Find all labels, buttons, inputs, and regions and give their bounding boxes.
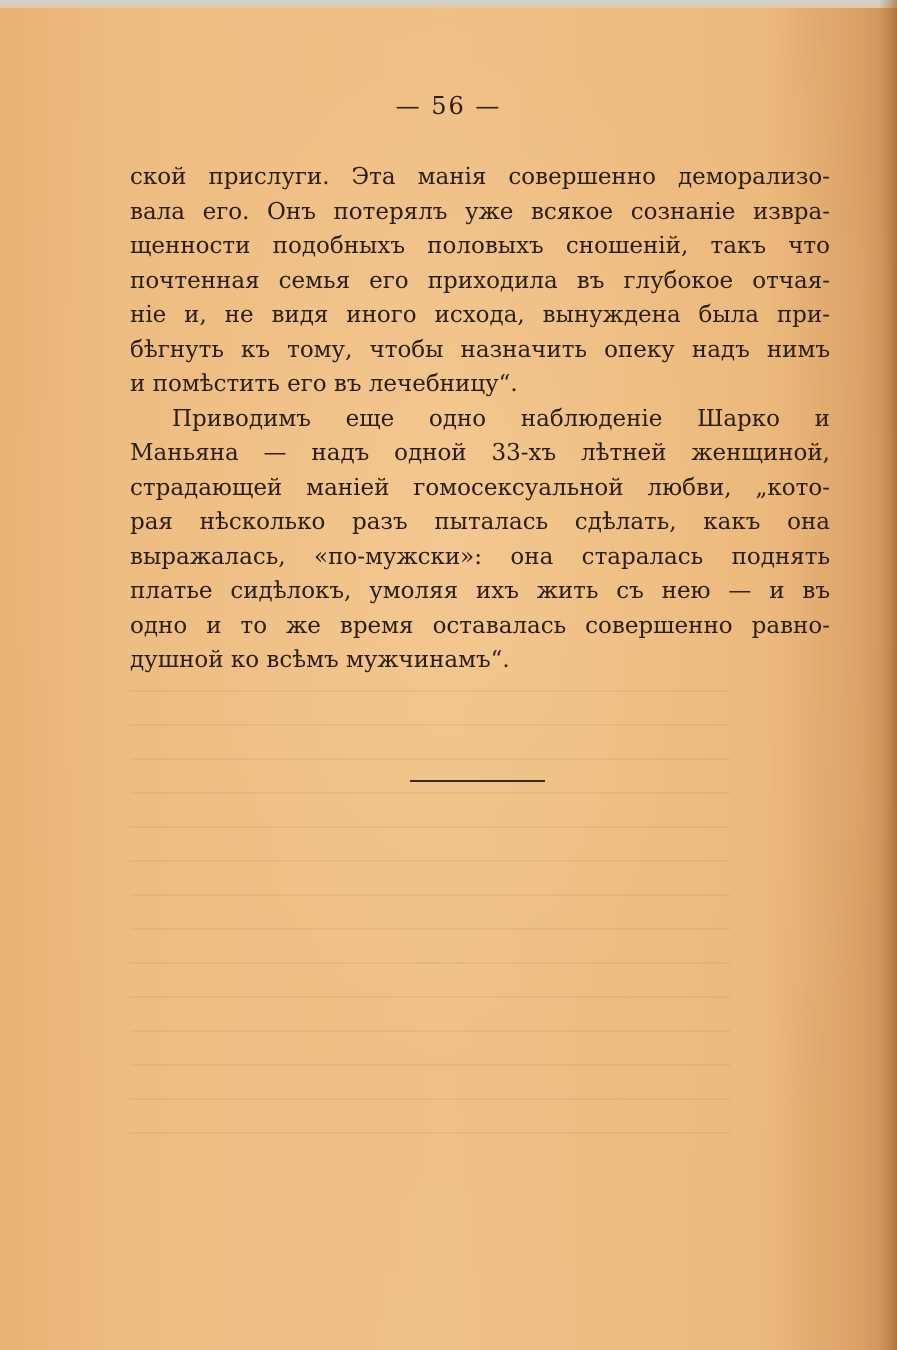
page-number-header: — 56 — xyxy=(395,92,502,120)
text-line: щенности подобныхъ половыхъ сношеній, такъ что xyxy=(130,233,830,259)
paragraph-2 xyxy=(130,402,830,678)
body-text xyxy=(130,160,830,678)
text-line: платье сидѣлокъ, умоляя ихъ жить съ нею — и въ xyxy=(130,578,830,604)
text-line: бѣгнуть къ тому, чтобы назначить опеку надъ нимъ xyxy=(130,336,830,363)
text-line: и помѣстить его въ лечебницу“. xyxy=(130,371,518,397)
paragraph-1 xyxy=(130,160,830,402)
text-line: почтенная семья его приходила въ глубокое отчая- xyxy=(130,267,830,294)
text-line: Маньяна — надъ одной 33-хъ лѣтней женщиной, xyxy=(130,440,830,466)
scan-top-edge xyxy=(0,0,897,8)
text-line: ской прислуги. Эта манія совершенно деморализо- xyxy=(130,164,830,190)
text-line: рая нѣсколько разъ пыталась сдѣлать, какъ она xyxy=(130,509,830,535)
section-end-rule xyxy=(410,780,545,782)
text-line: страдающей маніей гомосексуальной любви, „кото- xyxy=(130,474,830,501)
text-line: выражалась, «по-мужски»: она старалась поднять xyxy=(130,543,830,570)
text-line: ніе и, не видя иного исхода, вынуждена была при- xyxy=(130,302,830,328)
text-line: душной ко всѣмъ мужчинамъ“. xyxy=(130,647,510,673)
page-binding-edge xyxy=(879,0,897,1350)
show-through-texture xyxy=(130,690,730,1140)
text-line: Приводимъ еще одно наблюденіе Шарко и xyxy=(172,405,830,432)
text-line: вала его. Онъ потерялъ уже всякое сознаніе извра- xyxy=(130,198,830,225)
text-line: одно и то же время оставалась совершенно равно- xyxy=(130,612,830,639)
